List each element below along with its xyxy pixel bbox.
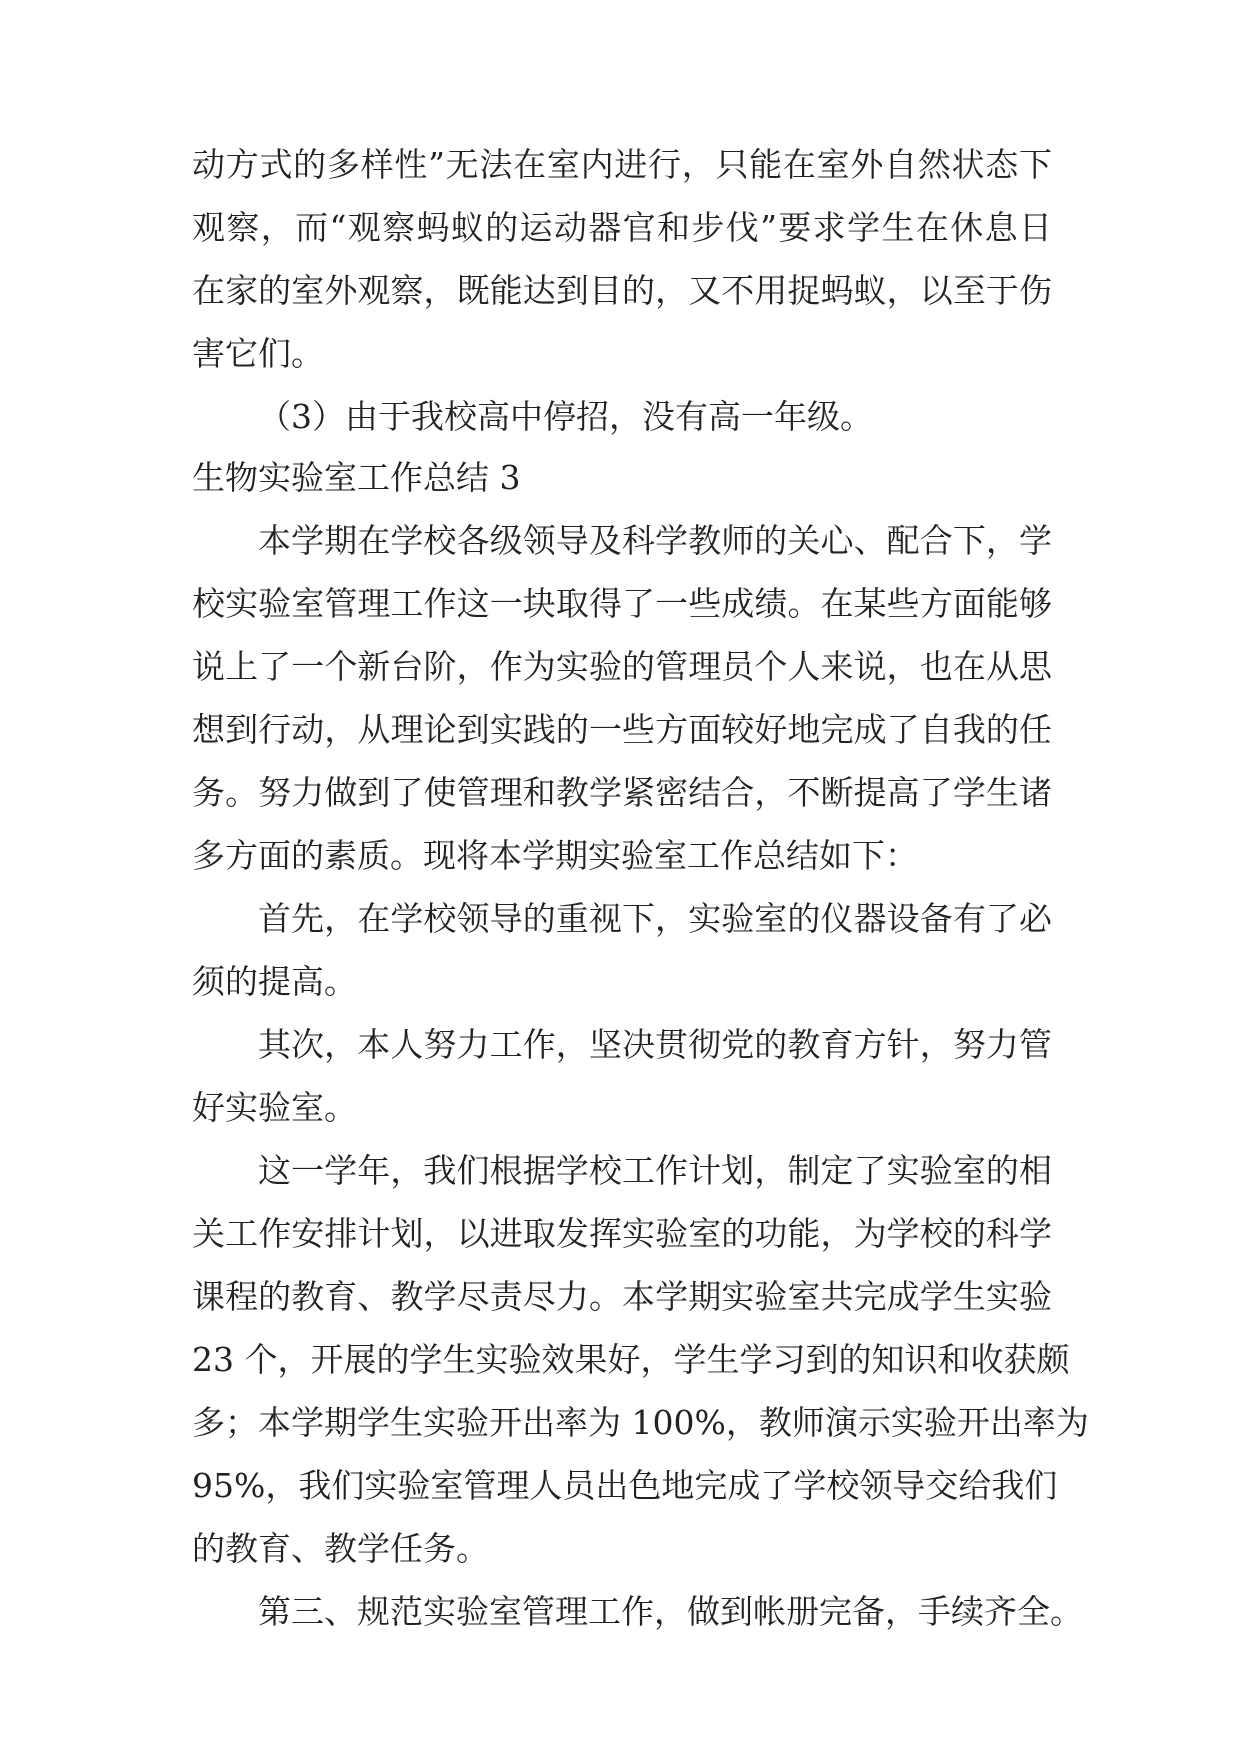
text-line: 关工作安排计划，以进取发挥实验室的功能，为学校的科学 [192, 1214, 1052, 1253]
text-line: 好实验室。 [192, 1088, 357, 1127]
text-line: （3）由于我校高中停招，没有高一年级。 [258, 397, 873, 436]
text-line: 校实验室管理工作这一块取得了一些成绩。在某些方面能够 [192, 584, 1052, 623]
text-line: 23 个，开展的学生实验效果好，学生学习到的知识和收获颇 [192, 1340, 1070, 1379]
text-line: 说上了一个新台阶，作为实验的管理员个人来说，也在从思 [192, 647, 1052, 686]
text-line: 动方式的多样性”无法在室内进行，只能在室外自然状态下 [192, 145, 1052, 184]
text-line: 多；本学期学生实验开出率为 100%，教师演示实验开出率为 [192, 1403, 1089, 1442]
text-line: 务。努力做到了使管理和教学紧密结合，不断提高了学生诸 [192, 773, 1052, 812]
text-line: 95%，我们实验室管理人员出色地完成了学校领导交给我们 [192, 1466, 1058, 1505]
paragraph-first-line: 这一学年，我们根据学校工作计划，制定了实验室的相 [258, 1151, 1052, 1190]
text-line: 课程的教育、教学尽责尽力。本学期实验室共完成学生实验 [192, 1277, 1052, 1316]
text-line: 害它们。 [192, 334, 324, 373]
text-line: 多方面的素质。现将本学期实验室工作总结如下： [192, 836, 918, 875]
section-heading: 生物实验室工作总结 3 [192, 458, 521, 497]
text-line: 观察，而“观察蚂蚁的运动器官和步伐”要求学生在休息日 [192, 208, 1052, 247]
text-line: 在家的室外观察，既能达到目的，又不用捉蚂蚁，以至于伤 [192, 271, 1052, 310]
text-line: 想到行动，从理论到实践的一些方面较好地完成了自我的任 [192, 710, 1052, 749]
text-line: 的教育、教学任务。 [192, 1529, 489, 1568]
paragraph-first-line: 第三、规范实验室管理工作，做到帐册完备，手续齐全。 [258, 1592, 1083, 1631]
paragraph-first-line: 本学期在学校各级领导及科学教师的关心、配合下，学 [258, 521, 1052, 560]
paragraph-first-line: 首先，在学校领导的重视下，实验室的仪器设备有了必 [258, 899, 1052, 938]
paragraph-first-line: 其次，本人努力工作，坚决贯彻党的教育方针，努力管 [258, 1025, 1052, 1064]
text-line: 须的提高。 [192, 962, 357, 1001]
